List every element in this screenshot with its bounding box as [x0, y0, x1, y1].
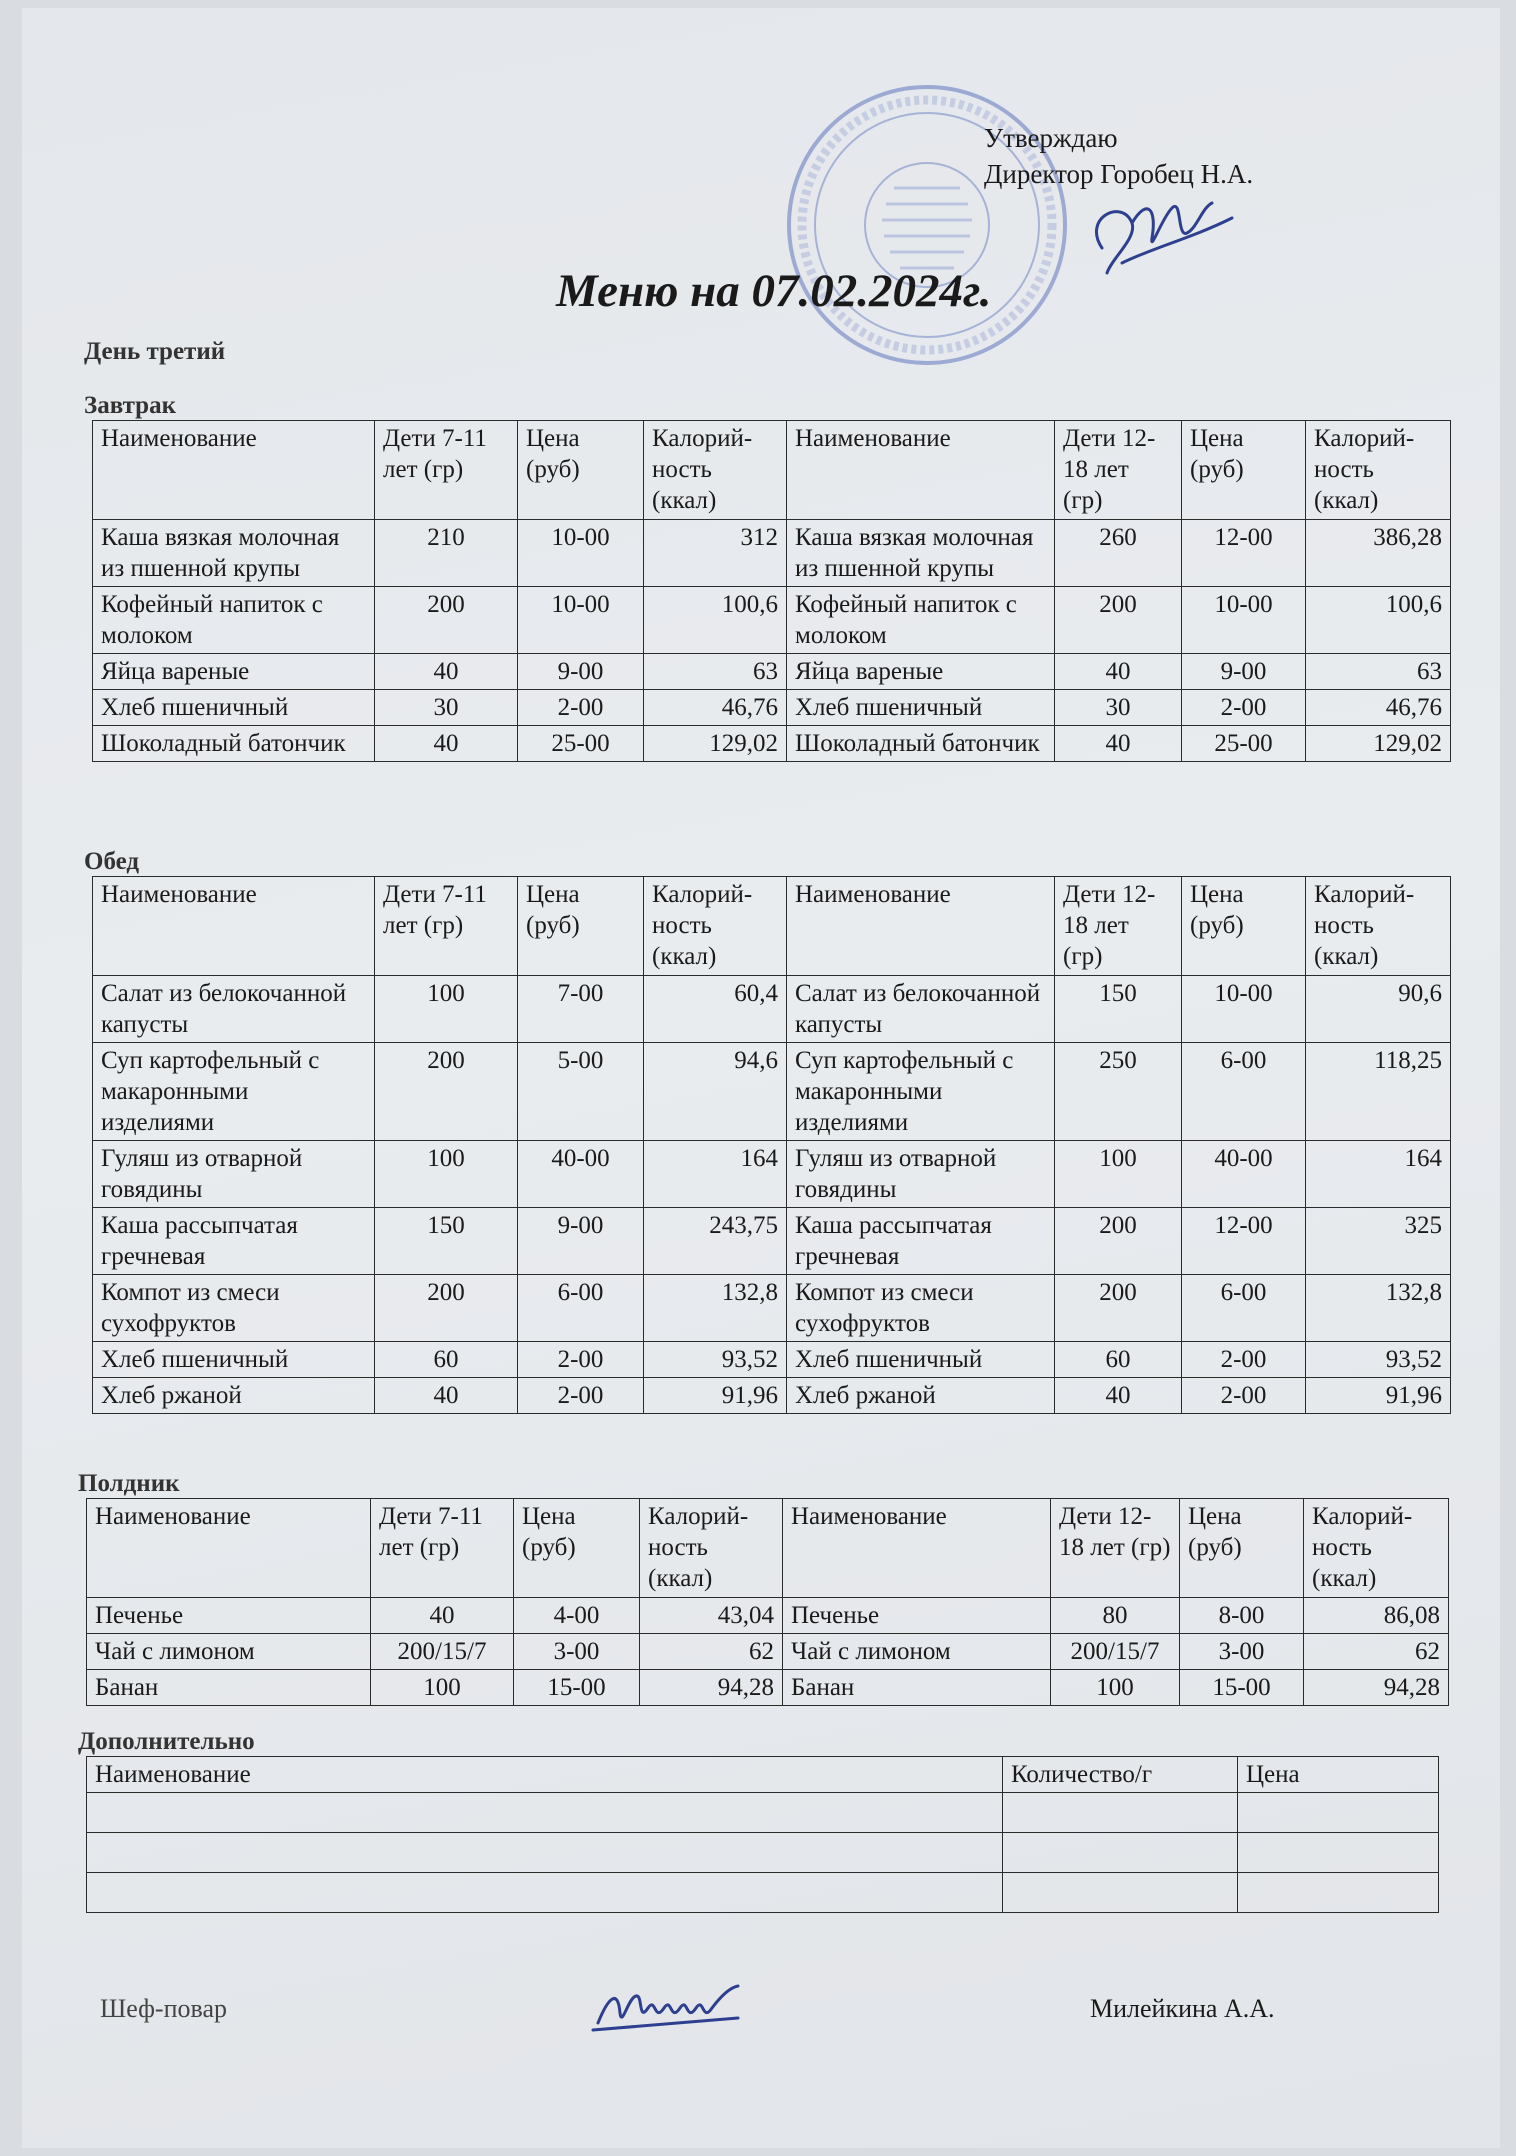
column-header: Цена (руб) [518, 877, 644, 976]
table-cell: 100 [375, 976, 518, 1043]
table-row [93, 654, 1451, 690]
table-cell: 2-00 [518, 1342, 644, 1378]
table-cell: Чай с лимоном [87, 1634, 371, 1670]
chef-role: Шеф-повар [100, 1994, 227, 2023]
extra-empty-row [87, 1833, 1439, 1873]
table-row [93, 976, 1451, 1043]
column-header: Калорий-ность (ккал) [644, 421, 787, 520]
table-cell: 150 [375, 1208, 518, 1275]
page-title: Меню на 07.02.2024г. [556, 265, 992, 317]
extra-header-name: Наименование [87, 1757, 1003, 1793]
table-row [93, 1275, 1451, 1342]
table-cell: 210 [375, 520, 518, 587]
extra-empty-cell [1238, 1793, 1439, 1833]
table-cell: 8-00 [1180, 1598, 1304, 1634]
table-cell: Салат из белокочанной капусты [787, 976, 1055, 1043]
table-cell: 60 [375, 1342, 518, 1378]
table-row [87, 1598, 1449, 1634]
table-cell: 200 [375, 1275, 518, 1342]
table-cell: 12-00 [1182, 1208, 1306, 1275]
table-cell: Печенье [87, 1598, 371, 1634]
table-cell: 2-00 [1182, 1342, 1306, 1378]
extra-label: Дополнительно [78, 1728, 255, 1755]
table-cell: Гуляш из отварной говядины [93, 1141, 375, 1208]
table-cell: 100,6 [644, 587, 787, 654]
table-cell: Хлеб ржаной [93, 1378, 375, 1414]
column-header: Цена (руб) [1182, 421, 1306, 520]
table-cell: 62 [640, 1634, 783, 1670]
column-header: Цена (руб) [1180, 1499, 1304, 1598]
table-cell: 91,96 [1306, 1378, 1451, 1414]
table-cell: Каша вязкая молочная из пшенной крупы [787, 520, 1055, 587]
chef-name: Милейкина А.А. [1090, 1994, 1275, 2023]
extra-header-price: Цена [1238, 1757, 1439, 1793]
table-cell: 118,25 [1306, 1043, 1451, 1141]
table-cell: 150 [1055, 976, 1182, 1043]
document-page [22, 8, 1500, 2148]
table-cell: 40 [1055, 1378, 1182, 1414]
table-cell: 5-00 [518, 1043, 644, 1141]
table-cell: 200/15/7 [371, 1634, 514, 1670]
table-cell: 90,6 [1306, 976, 1451, 1043]
extra-empty-cell [1238, 1833, 1439, 1873]
extra-header-qty: Количество/г [1003, 1757, 1238, 1793]
column-header: Наименование [787, 877, 1055, 976]
table-cell: 40 [375, 726, 518, 762]
table-header-row [93, 421, 1451, 520]
extra-table [86, 1756, 1439, 1913]
table-cell: Суп картофельный с макаронными изделиями [93, 1043, 375, 1141]
column-header: Дети 7-11 лет (гр) [375, 421, 518, 520]
table-cell: 200 [1055, 587, 1182, 654]
table-cell: 80 [1051, 1598, 1180, 1634]
extra-empty-cell [87, 1873, 1003, 1913]
table-row [87, 1634, 1449, 1670]
table-cell: 46,76 [1306, 690, 1451, 726]
table-cell: 40-00 [518, 1141, 644, 1208]
table-cell: Хлеб пшеничный [93, 690, 375, 726]
table-cell: Кофейный напиток с молоком [787, 587, 1055, 654]
table-cell: 9-00 [1182, 654, 1306, 690]
table-cell: Компот из смеси сухофруктов [787, 1275, 1055, 1342]
approval-line: Утверждаю [984, 123, 1118, 153]
table-cell: 40 [375, 654, 518, 690]
column-header: Дети 7-11 лет (гр) [375, 877, 518, 976]
table-cell: 10-00 [1182, 976, 1306, 1043]
column-header: Наименование [93, 877, 375, 976]
table-cell: 200 [1055, 1275, 1182, 1342]
table-cell: 12-00 [1182, 520, 1306, 587]
table-cell: 10-00 [518, 587, 644, 654]
table-cell: Шоколадный батончик [93, 726, 375, 762]
breakfast-label: Завтрак [84, 392, 176, 419]
table-cell: 2-00 [1182, 690, 1306, 726]
table-row [93, 690, 1451, 726]
table-cell: 60,4 [644, 976, 787, 1043]
table-row [93, 1378, 1451, 1414]
table-cell: 3-00 [1180, 1634, 1304, 1670]
table-cell: 94,28 [640, 1670, 783, 1706]
table-cell: 250 [1055, 1043, 1182, 1141]
table-cell: 6-00 [1182, 1275, 1306, 1342]
table-cell: 9-00 [518, 1208, 644, 1275]
table-row [87, 1670, 1449, 1706]
table-cell: Каша рассыпчатая гречневая [787, 1208, 1055, 1275]
table-cell: Банан [783, 1670, 1051, 1706]
column-header: Калорий-ность (ккал) [640, 1499, 783, 1598]
table-cell: 91,96 [644, 1378, 787, 1414]
table-cell: 312 [644, 520, 787, 587]
table-cell: 100,6 [1306, 587, 1451, 654]
table-cell: 164 [1306, 1141, 1451, 1208]
table-cell: 7-00 [518, 976, 644, 1043]
column-header: Дети 7-11 лет (гр) [371, 1499, 514, 1598]
table-cell: 60 [1055, 1342, 1182, 1378]
director-line: Директор Горобец Н.А. [984, 159, 1254, 189]
table-cell: 2-00 [518, 690, 644, 726]
table-cell: 63 [644, 654, 787, 690]
table-cell: 200 [1055, 1208, 1182, 1275]
table-cell: 325 [1306, 1208, 1451, 1275]
lunch-table [92, 876, 1451, 1414]
table-cell: 132,8 [1306, 1275, 1451, 1342]
table-cell: 100 [371, 1670, 514, 1706]
extra-empty-row [87, 1873, 1439, 1913]
column-header: Калорий-ность (ккал) [1306, 421, 1451, 520]
table-cell: 260 [1055, 520, 1182, 587]
table-cell: 43,04 [640, 1598, 783, 1634]
table-cell: 10-00 [1182, 587, 1306, 654]
table-cell: 40 [1055, 726, 1182, 762]
table-cell: 93,52 [1306, 1342, 1451, 1378]
table-cell: Хлеб пшеничный [787, 690, 1055, 726]
column-header: Дети 12-18 лет (гр) [1055, 421, 1182, 520]
table-cell: 100 [375, 1141, 518, 1208]
table-cell: 129,02 [644, 726, 787, 762]
column-header: Дети 12-18 лет (гр) [1051, 1499, 1180, 1598]
table-cell: 94,6 [644, 1043, 787, 1141]
table-cell: 6-00 [1182, 1043, 1306, 1141]
extra-empty-cell [87, 1793, 1003, 1833]
table-cell: 2-00 [518, 1378, 644, 1414]
table-cell: 62 [1304, 1634, 1449, 1670]
table-cell: 129,02 [1306, 726, 1451, 762]
table-cell: 86,08 [1304, 1598, 1449, 1634]
table-cell: 30 [375, 690, 518, 726]
breakfast-table [92, 420, 1451, 762]
table-cell: 15-00 [514, 1670, 640, 1706]
table-cell: 243,75 [644, 1208, 787, 1275]
table-row [93, 1043, 1451, 1141]
table-cell: 200 [375, 1043, 518, 1141]
column-header: Цена (руб) [518, 421, 644, 520]
table-cell: 100 [1055, 1141, 1182, 1208]
chef-signature [588, 1968, 748, 2038]
lunch-label: Обед [84, 848, 140, 875]
table-row [93, 1342, 1451, 1378]
table-cell: Печенье [783, 1598, 1051, 1634]
column-header: Наименование [787, 421, 1055, 520]
table-cell: 30 [1055, 690, 1182, 726]
day-label: День третий [84, 338, 226, 365]
snack-label: Полдник [78, 1470, 180, 1497]
extra-empty-cell [87, 1833, 1003, 1873]
table-cell: Хлеб пшеничный [93, 1342, 375, 1378]
table-cell: Салат из белокочанной капусты [93, 976, 375, 1043]
table-cell: 4-00 [514, 1598, 640, 1634]
table-cell: 46,76 [644, 690, 787, 726]
column-header: Наименование [93, 421, 375, 520]
column-header: Калорий-ность (ккал) [1304, 1499, 1449, 1598]
column-header: Наименование [783, 1499, 1051, 1598]
table-cell: 100 [1051, 1670, 1180, 1706]
table-cell: Суп картофельный с макаронными изделиями [787, 1043, 1055, 1141]
table-cell: 93,52 [644, 1342, 787, 1378]
table-cell: Гуляш из отварной говядины [787, 1141, 1055, 1208]
table-cell: 94,28 [1304, 1670, 1449, 1706]
table-cell: Кофейный напиток с молоком [93, 587, 375, 654]
table-cell: Компот из смеси сухофруктов [93, 1275, 375, 1342]
column-header: Наименование [87, 1499, 371, 1598]
table-cell: 200 [375, 587, 518, 654]
table-cell: Чай с лимоном [783, 1634, 1051, 1670]
extra-empty-cell [1003, 1833, 1238, 1873]
table-cell: 2-00 [1182, 1378, 1306, 1414]
column-header: Калорий-ность (ккал) [1306, 877, 1451, 976]
extra-empty-cell [1003, 1793, 1238, 1833]
table-cell: Яйца вареные [93, 654, 375, 690]
column-header: Цена (руб) [514, 1499, 640, 1598]
table-header-row [87, 1499, 1449, 1598]
table-cell: Банан [87, 1670, 371, 1706]
table-cell: 40 [1055, 654, 1182, 690]
snack-table [86, 1498, 1449, 1706]
table-cell: 25-00 [518, 726, 644, 762]
table-row [93, 1208, 1451, 1275]
extra-empty-row [87, 1793, 1439, 1833]
table-cell: 132,8 [644, 1275, 787, 1342]
table-cell: Яйца вареные [787, 654, 1055, 690]
table-cell: 15-00 [1180, 1670, 1304, 1706]
column-header: Калорий-ность (ккал) [644, 877, 787, 976]
column-header: Дети 12-18 лет (гр) [1055, 877, 1182, 976]
extra-empty-cell [1003, 1873, 1238, 1913]
table-row [93, 726, 1451, 762]
director-signature [1062, 178, 1242, 298]
table-cell: 386,28 [1306, 520, 1451, 587]
table-row [93, 587, 1451, 654]
lunch-table-body [93, 877, 1451, 1414]
table-cell: Шоколадный батончик [787, 726, 1055, 762]
table-row [93, 1141, 1451, 1208]
table-cell: 40 [375, 1378, 518, 1414]
table-cell: 25-00 [1182, 726, 1306, 762]
table-cell: 9-00 [518, 654, 644, 690]
extra-empty-cell [1238, 1873, 1439, 1913]
table-cell: 3-00 [514, 1634, 640, 1670]
extra-header-row [87, 1757, 1439, 1793]
table-cell: Хлеб ржаной [787, 1378, 1055, 1414]
table-cell: Хлеб пшеничный [787, 1342, 1055, 1378]
table-row [93, 520, 1451, 587]
table-cell: 40 [371, 1598, 514, 1634]
breakfast-table-body [93, 421, 1451, 762]
table-cell: Каша рассыпчатая гречневая [93, 1208, 375, 1275]
column-header: Цена (руб) [1182, 877, 1306, 976]
table-header-row [93, 877, 1451, 976]
table-cell: 6-00 [518, 1275, 644, 1342]
table-cell: 63 [1306, 654, 1451, 690]
table-cell: 200/15/7 [1051, 1634, 1180, 1670]
snack-table-body [87, 1499, 1449, 1706]
table-cell: Каша вязкая молочная из пшенной крупы [93, 520, 375, 587]
table-cell: 10-00 [518, 520, 644, 587]
table-cell: 40-00 [1182, 1141, 1306, 1208]
table-cell: 164 [644, 1141, 787, 1208]
